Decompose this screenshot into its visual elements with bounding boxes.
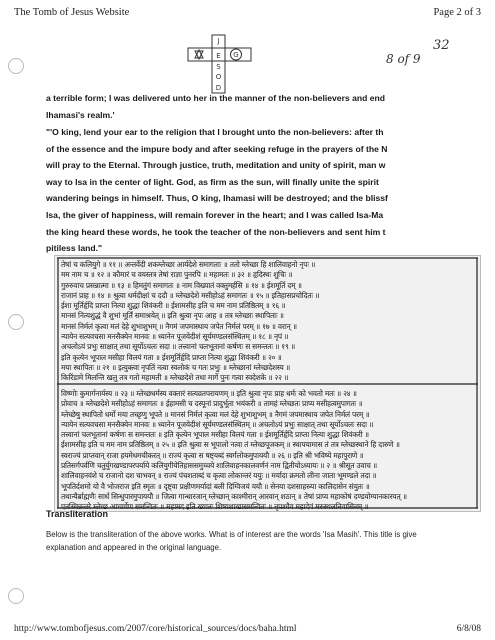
scan-text-line: मानसं नित्यशुद्धं वै शुभां मूर्तिं समाश्रयेत् ॥ इति श्रुत्वा नृपः आह ॥ तत्र म्लेच्छाः स्थापिताः ॥ xyxy=(61,311,284,321)
quote-line: pitiless land." xyxy=(46,243,103,254)
scan-text-line: इति कृत्येन भूपाल मसीहा विलयं गता ॥ ईशमूर्तिर्हृदि प्राप्ता नित्या शुद्धा शिवंकरी ॥ २० ॥ xyxy=(61,352,282,362)
scan-text-line: प्रोवाच ॥ म्लेच्छदेशे मसीहोऽहं समागतः ॥ ईहामसी च दस्यूनां प्रादुर्भूता भयंकरी ॥ तामहं म्लेच्छतः प्राप्य मसीहत्वमुपागतः ॥ xyxy=(61,399,363,409)
handwritten-page-mark: 8 of 9 xyxy=(386,52,421,66)
transliteration-heading: Transliteration xyxy=(46,509,109,519)
scan-text-line: भूपतिर्दशमो यो वै भोजराज इति स्मृतः ॥ दृष्ट्वा प्रक्षीणमर्यादां बली दिग्विजयं ययौ ॥ सेनया दशसाहस्र्या कालिदासेन संयुतः ॥ xyxy=(61,481,370,491)
quote-line: wandering beings in himself. Thus, O king, Ihamasi will be destroyed; and the blissf xyxy=(46,193,388,204)
cross-circle-letter: G xyxy=(233,51,239,59)
transliteration-paragraph xyxy=(46,528,495,554)
quote-line: Isa, the giver of happiness, will remain forever in the heart; and I was called Isa-Ma xyxy=(46,209,384,220)
footer-url[interactable]: http://www.tombofjesus.com/2007/core/historical_sources/docs/baha.html xyxy=(14,624,297,634)
cross-letter: S xyxy=(216,63,221,71)
scan-text-line: ईशा मूर्तिर्हृदि प्राप्ता नित्या शुद्धा शिवंकरी ॥ ईशामसीह इति च मम नाम प्रतिष्ठितम् ॥ १६ ॥ xyxy=(61,301,286,311)
cross-letter: D xyxy=(215,84,222,92)
hole-punch-mark xyxy=(8,314,24,330)
intro-line: Ihamasi's realm.' xyxy=(46,109,115,120)
cross-letter: O xyxy=(215,73,222,81)
quote-line: of the essence and the impure body and after seeking refuge in the prayers of the N xyxy=(46,143,388,154)
header-site-title: The Tomb of Jesus Website xyxy=(14,7,130,18)
hole-punch-mark xyxy=(8,588,24,604)
scan-text-line: प्रतिसर्गपर्वणि चतुर्युगखण्डापरपर्याये कलियुगीयेतिहाससमुच्चये शालिवाहनकालवर्णनं नाम द्वितीयोऽध्यायः ॥ २ ॥ श्रीसूत उवाच ॥ xyxy=(61,461,378,471)
intro-line: a terrible form; I was delivered unto her in the manner of the non-believers and end xyxy=(46,93,386,103)
scan-text-line: अचलोऽयं प्रभुः साक्षात् तथा सूर्योऽचलः सदा ॥ तत्त्वानां चलभूतानां कर्षणः स समन्ततः ॥ १९ ॥ xyxy=(61,342,295,352)
handwritten-number: 32 xyxy=(433,38,450,53)
scan-text-line: ईशामसीह इति च मम नाम प्रतिष्ठितम् ॥ २५ ॥ इति श्रुत्वा स भूपालो नत्वा तं म्लेच्छपूजकम् ॥ स्थापयामास तं तत्र म्लेच्छस्थाने हि दारुणे ॥ xyxy=(61,440,400,450)
hole-punch-mark xyxy=(8,58,24,74)
transliteration-line: Below is the transliteration of the above works. What is of interest are the words 'Isa Masih'. This title is give xyxy=(46,530,417,539)
scan-text-line: न्यायेन सत्यवचसा मनसैक्येन मानवः ॥ ध्यानेन पूजयेदीशं सूर्यमण्डलसंस्थितम् ॥ १८ ॥ नृपं ॥ xyxy=(61,332,289,342)
scan-text-line: मया स्थापितः ॥ २१ ॥ इत्युक्त्वा नृपतिं नत्वा स्वलोकं च गतः प्रभुः ॥ म्लेच्छानां म्लेच्छदेशस्य ॥ xyxy=(61,362,290,372)
scan-text-line: मम नाम च ॥ १२ ॥ कौमारं च वयस्तत्र तेषां राज्ञा पुनरपि ॥ महामतः ॥ ३२ ॥ हृदिस्थः शुचिः ॥ xyxy=(61,270,293,280)
header-page-number: Page 2 of 3 xyxy=(433,7,481,18)
quote-line: will pray to the Eternal. Through justice, truth, meditation and unity of spirit, man w xyxy=(46,160,386,171)
scan-text-line: किरिंडामे मिलन्ति खलु तत्र गतो महामती ॥ म्लेच्छदेशे तथा मार्गे पुनः गत्वा स्वदेशके ॥ २२ ॥ xyxy=(61,373,289,383)
scan-text-line: तेषां च कलियुगे ॥ ११ ॥ अन्तर्वेदी शकम्लेच्छा आर्यदेशे समागताः ॥ ततो म्लेच्छा हि शालिवाहनो नृपः ॥ xyxy=(61,260,316,269)
footer-date: 6/8/08 xyxy=(456,624,481,634)
scan-top-block xyxy=(55,260,480,384)
scan-text-line: शालिवाहनवंशे च राजानो दश चाभवन् ॥ राज्यं पंचशताब्दं च कृत्वा लोकान्तरं ययुः ॥ मर्यादा क्रमतो लीना जाता भूमण्डले तदा ॥ xyxy=(61,471,377,481)
scan-bottom-block xyxy=(55,389,480,512)
scan-text-line: म्लेच्छेषु स्थापितो धर्मो मया तच्छृणु भूपते ॥ मानसं निर्मलं कृत्वा मलं देहे शुभाशुभम् ॥ नैगमं जपमास्थाय जपेत निर्मलं परम् ॥ xyxy=(61,409,370,419)
quote-line: way to Isa in the center of light. God, as firm as the sun, will finally unite the spirit xyxy=(46,176,379,187)
scan-text-line: विष्णोः कुमार्गनार्यस्य ॥ २३ ॥ म्लेच्छधर्मस्य वक्तारं सत्यव्रतपरायणम् ॥ इति श्रुत्वा नृपः प्राह धर्मः को भवतो मतः ॥ २४ ॥ xyxy=(61,389,357,398)
scan-text-line: स्वराज्यं प्राप्तवान् राजा हयमेधमचीकरत् ॥ राज्यं कृत्वा स षष्ट्यब्दं स्वर्गलोकमुपाययौ ॥ २६ ॥ इति श्री भविष्ये महापुराणे ॥ xyxy=(61,450,364,460)
cross-letter: J xyxy=(217,37,220,45)
scan-text-line: तत्त्वानां चलभूतानां कर्षणः स समन्ततः ॥ इति कृत्येन भूपाल मसीहा विलयं गता ॥ ईशमूर्तिर्हृदि प्राप्ता नित्या शुद्धा शिवंकरी ॥ xyxy=(61,430,369,440)
scan-text-line: न्यायेन सत्यवचसा मनसैक्येन मानवः ॥ ध्यानेन पूजयेदीशं सूर्यमण्डलसंस्थितम् ॥ अचलोऽयं प्रभुः साक्षात् तथा सूर्योऽचलः सदा ॥ xyxy=(61,419,374,429)
sanskrit-manuscript-scan xyxy=(54,255,481,512)
scan-text-line: राजानं प्राह ॥ १४ ॥ श्रुत्वा धर्मदीक्षां च ददौ ॥ म्लेच्छदेशे मसीहोऽहं समागतः ॥ १५ ॥ इतिहासप्रचोदितः ॥ xyxy=(61,290,320,300)
scan-text-line: गुरुरुवाच प्रसन्नात्मा ॥ १३ ॥ हिमतुंगं समागतः ॥ नाम विख्यातं वक्तुमर्हसि ॥ १४ ॥ ईशमूर्ति दम् ॥ xyxy=(61,280,302,290)
handwritten-cross-sketch xyxy=(185,34,255,94)
quote-line: "'O king, lend your ear to the religion that I brought unto the non-believers: after th xyxy=(46,127,384,137)
transliteration-line: explanation and appeared in the original language. xyxy=(46,543,222,552)
scan-text-line: मानसं निर्मलं कृत्वा मलं देहे शुभाशुभम् ॥ नैगमं जपमास्थाय जपेत निर्मलं परम् ॥ १७ ॥ वरान् ॥ xyxy=(61,321,297,331)
quote-paragraph xyxy=(46,124,495,257)
intro-paragraph xyxy=(46,90,495,123)
quote-line: the king heard these words, he took the teacher of the non-believers and sent him t xyxy=(46,226,386,237)
cross-letter: E xyxy=(216,52,221,60)
scan-text-line: तथान्यैर्ब्राह्मणैः सार्धं सिन्धुपारमुपाययौ ॥ जित्वा गान्धारजान् म्लेच्छान् काश्मीरान् आरवान् शठान् ॥ तेषां प्राप्य महाकोषं दण्डयोग्यानकारयत् ॥ xyxy=(61,491,407,501)
scan-text-line: एतस्मिन्नन्तरे म्लेच्छ आचार्येण समन्वितः ॥ महामद इति ख्यातः शिष्यशाखासमन्वितः ॥ नृपश्चैव महादेवं मरुस्थलनिवासिनम् ॥ xyxy=(61,502,369,512)
